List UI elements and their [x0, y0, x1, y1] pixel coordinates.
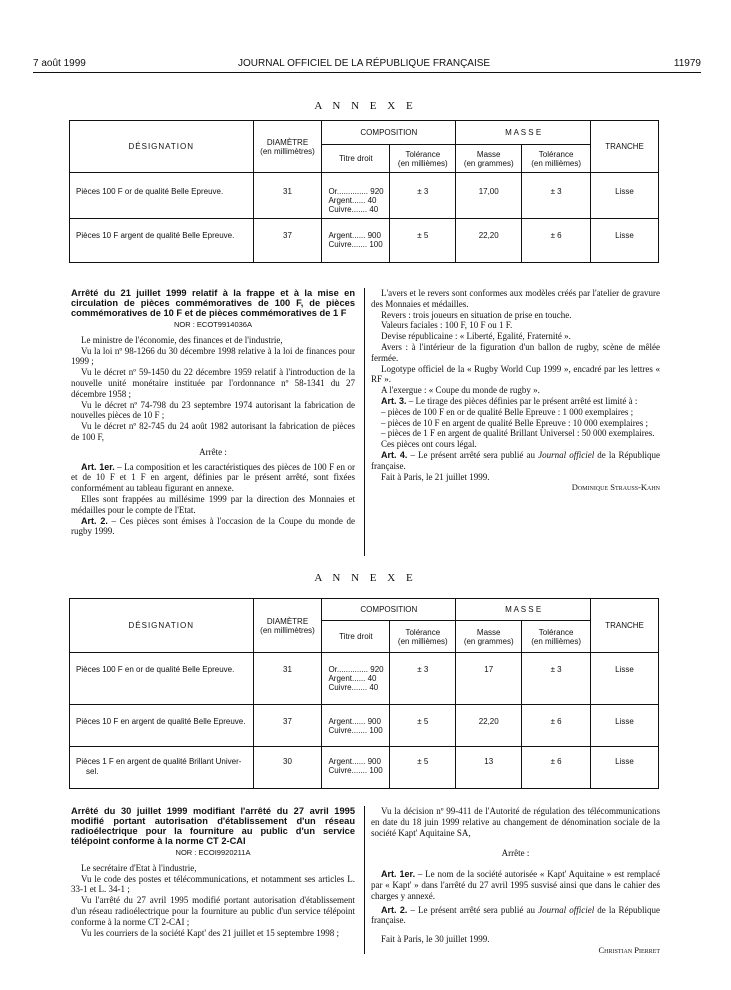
table-row: Pièces 10 F en argent de qualité Belle Epreuve. 37 Argent...... 900 Cuivre....... 100 ± 5 22,20 ± 6 Lisse	[70, 705, 659, 747]
th-tranche-2: TRANCHE	[591, 599, 659, 653]
arrete-2-right-column: Vu la décision nº 99-411 de l'Autorité de régulation des télécommunications en date du 18 juin 1999 relative au changement de dénomination sociale de la société Kapt' Aquitaine SA, Arrête : Art. 1er. – Le nom de la société autorisée « Kapt' Aquitaine » est remplacé par « Kapt' » dans l'arrêté du 27 avril 1995 susvisé ainsi que dans le cahier des charges y annexé. Art. 2. – Le présent arrêté sera publié au Journal officiel de la République française. Fait à Paris, le 30 juillet 1999. Christian Pierret	[371, 806, 660, 955]
th-tranche: TRANCHE	[591, 121, 659, 173]
table-row: Pièces 1 F en argent de qualité Brillant Univer- sel. 30 Argent...... 900 Cuivre....... 100 ± 5 13 ± 6 Lisse	[70, 747, 659, 789]
header-rule	[33, 72, 701, 73]
th-masse: M A S S E	[456, 121, 591, 145]
arrete-1-nor: NOR : ECOT9914036A	[174, 320, 252, 329]
th-masse-2: M A S S E	[456, 599, 591, 621]
th-titre-droit: Titre droit	[322, 145, 390, 173]
arrete-1-left-column: Arrêté du 21 juillet 1999 relatif à la frappe et à la mise en circulation de pièces commémoratives de 100 F, de pièces commémoratives de 10 F et de pièces commémoratives de 1 F NOR : ECOT9914036A Le ministre de l'économie, des finances et de l'industrie, Vu la loi nº 98-1266 du 30 décembre 1998 relative à la loi de finances pour 1999 ; Vu le décret nº 59-1450 du 22 décembre 1959 relatif à l'introduction de la nouvelle unité monétaire instituée par l'ordonnance nº 58-1341 du 27 décembre 1958 ; Vu le décret nº 74-798 du 23 septembre 1974 autorisant la fabrication de nouvelles pièces de 10 F ; Vu le décret nº 82-745 du 24 août 1982 autorisant la fabrication de pièces de 100 F, Arrête : Art. 1er. – La composition et les caractéristiques des pièces de 100 F en or et de 10 F et 1 F en argent, définies par le présent arrêté, sont fixées conformément au tableau figurant en annexe. Elles sont frappées au millésime 1999 par la direction des Monnaies et médailles pour le compte de l'Etat. Art. 2. – Ces pièces sont émises à l'occasion de la Coupe du monde de rugby 1999.	[71, 288, 355, 537]
header-journal: JOURNAL OFFICIEL DE LA RÉPUBLIQUE FRANÇAISE	[238, 58, 491, 69]
arrete-1-right-column: L'avers et le revers sont conformes aux modèles créés par l'atelier de gravure des Monnaies et médailles. Revers : trois joueurs en situation de prise en touche. Valeurs faciales : 100 F, 10 F ou 1 F. Devise républicaine : « Liberté, Egalité, Fraternité ». Avers : à l'intérieur de la figuration d'un ballon de rugby, scène de mêlée fermée. Logotype officiel de la « Rugby World Cup 1999 », encadré par les lettres « RF ». A l'exergue : « Coupe du monde de rugby ». Art. 3. – Le tirage des pièces définies par le présent arrêté est limité à : – pièces de 100 F en or de qualité Belle Epreuve : 1 000 exemplaires ; – pièces de 10 F en argent de qualité Belle Epreuve : 10 000 exemplaires ; – pièces de 1 F en argent de qualité Brillant Universel : 50 000 exemplaires. Ces pièces ont cours légal. Art. 4. – Le présent arrêté sera publié au Journal officiel de la République française. Fait à Paris, le 21 juillet 1999. Dominique Strauss-Kahn	[371, 288, 660, 493]
arrete-2-art1: Art. 1er. – Le nom de la société autorisée « Kapt' Aquitaine » est remplacé par « Kapt' » dans l'arrêté du 27 avril 1995 susvisé ainsi que dans le cahier des charges y annexé.	[371, 869, 660, 901]
th-titre-droit-2: Titre droit	[322, 621, 390, 653]
arrete-1-title: Arrêté du 21 juillet 1999 relatif à la frappe et à la mise en circulation de pièces commémoratives de 100 F, de pièces commémoratives de 10 F et de pièces commémoratives de 1 F	[71, 288, 355, 318]
arrete-2-art2: Art. 2. – Le présent arrêté sera publié au Journal officiel de la République française.	[371, 904, 660, 926]
column-divider-1	[364, 288, 365, 556]
table-row: Pièces 100 F or de qualité Belle Epreuve. 31 Or.............. 920 Argent...... 40 Cuivre....... 40 ± 3 17,00 ± 3 Lisse	[70, 173, 659, 219]
th-tolerance: Tolérance (en millièmes)	[390, 145, 456, 173]
annexe-title-2: A N N E X E	[314, 572, 417, 584]
arrete-2-left-column: Arrêté du 30 juillet 1999 modifiant l'arrêté du 27 avril 1995 modifié portant autorisation d'établissement d'un réseau radioélectrique pour la fourniture au public d'un service télépoint conforme à la norme CT 2-CAI NOR : ECOI9920211A Le secrétaire d'Etat à l'industrie, Vu le code des postes et télécommunications, et notamment ses articles L. 33-1 et L. 34-1 ; Vu l'arrêté du 27 avril 1995 modifié portant autorisation d'établissement d'un réseau radioélectrique pour la fourniture au public d'un service télépoint conforme à la norme CT 2-CAI ; Vu les courriers de la société Kapt' des 21 juillet et 15 septembre 1998 ;	[71, 806, 355, 938]
th-designation: DÉSIGNATION	[70, 121, 254, 173]
column-divider-2	[364, 806, 365, 954]
th-masse-col-2: Masse (en grammes)	[456, 621, 522, 653]
th-composition-2: COMPOSITION	[322, 599, 456, 621]
th-tolerance-masse: Tolérance (en millièmes)	[522, 145, 591, 173]
arrete-2-nor: NOR : ECOI9920211A	[175, 848, 251, 857]
annexe-table-1	[69, 120, 659, 263]
th-tolerance-2: Tolérance (en millièmes)	[390, 621, 456, 653]
annexe-table-2	[69, 598, 659, 789]
th-masse-col: Masse (en grammes)	[456, 145, 522, 173]
th-diametre-2: DIAMÈTRE (en millimètres)	[253, 599, 322, 653]
table-row: Pièces 100 F en or de qualité Belle Epreuve. 31 Or.............. 920 Argent...... 40 Cuivre....... 40 ± 3 17 ± 3 Lisse	[70, 653, 659, 705]
th-diametre: DIAMÈTRE (en millimètres)	[253, 121, 322, 173]
arrete-1-art3: Art. 3. – Le tirage des pièces définies par le présent arrêté est limité à :	[381, 395, 638, 406]
header-date: 7 août 1999	[33, 58, 86, 69]
th-tolerance-masse-2: Tolérance (en millièmes)	[522, 621, 591, 653]
arrete-2-title: Arrêté du 30 juillet 1999 modifiant l'arrêté du 27 avril 1995 modifié portant autorisation d'établissement d'un réseau radioélectrique pour la fourniture au public d'un service télépoint conforme à la norme CT 2-CAI	[71, 806, 355, 846]
arrete-1-signature: Dominique Strauss-Kahn	[571, 482, 660, 493]
table-row: Pièces 10 F argent de qualité Belle Epreuve. 37 Argent...... 900 Cuivre....... 100 ± 5 22,20 ± 6 Lisse	[70, 219, 659, 263]
arrete-2-signature: Christian Pierret	[598, 944, 660, 955]
arrete-1-art1: Art. 1er. – La composition et les caractéristiques des pièces de 100 F en or et de 10 F et 1 F en argent, définies par le présent arrêté, sont fixées conformément au tableau figurant en annexe.	[71, 461, 355, 494]
arrete-1-art2: Art. 2. – Ces pièces sont émises à l'occasion de la Coupe du monde de rugby 1999.	[71, 515, 355, 537]
th-composition: COMPOSITION	[322, 121, 456, 145]
arrete-1-art4: Art. 4. – Le présent arrêté sera publié au Journal officiel de la République française.	[371, 449, 660, 471]
annexe-title-1: A N N E X E	[314, 100, 417, 112]
header-page-number: 11979	[673, 58, 701, 69]
th-designation-2: DÉSIGNATION	[70, 599, 254, 653]
